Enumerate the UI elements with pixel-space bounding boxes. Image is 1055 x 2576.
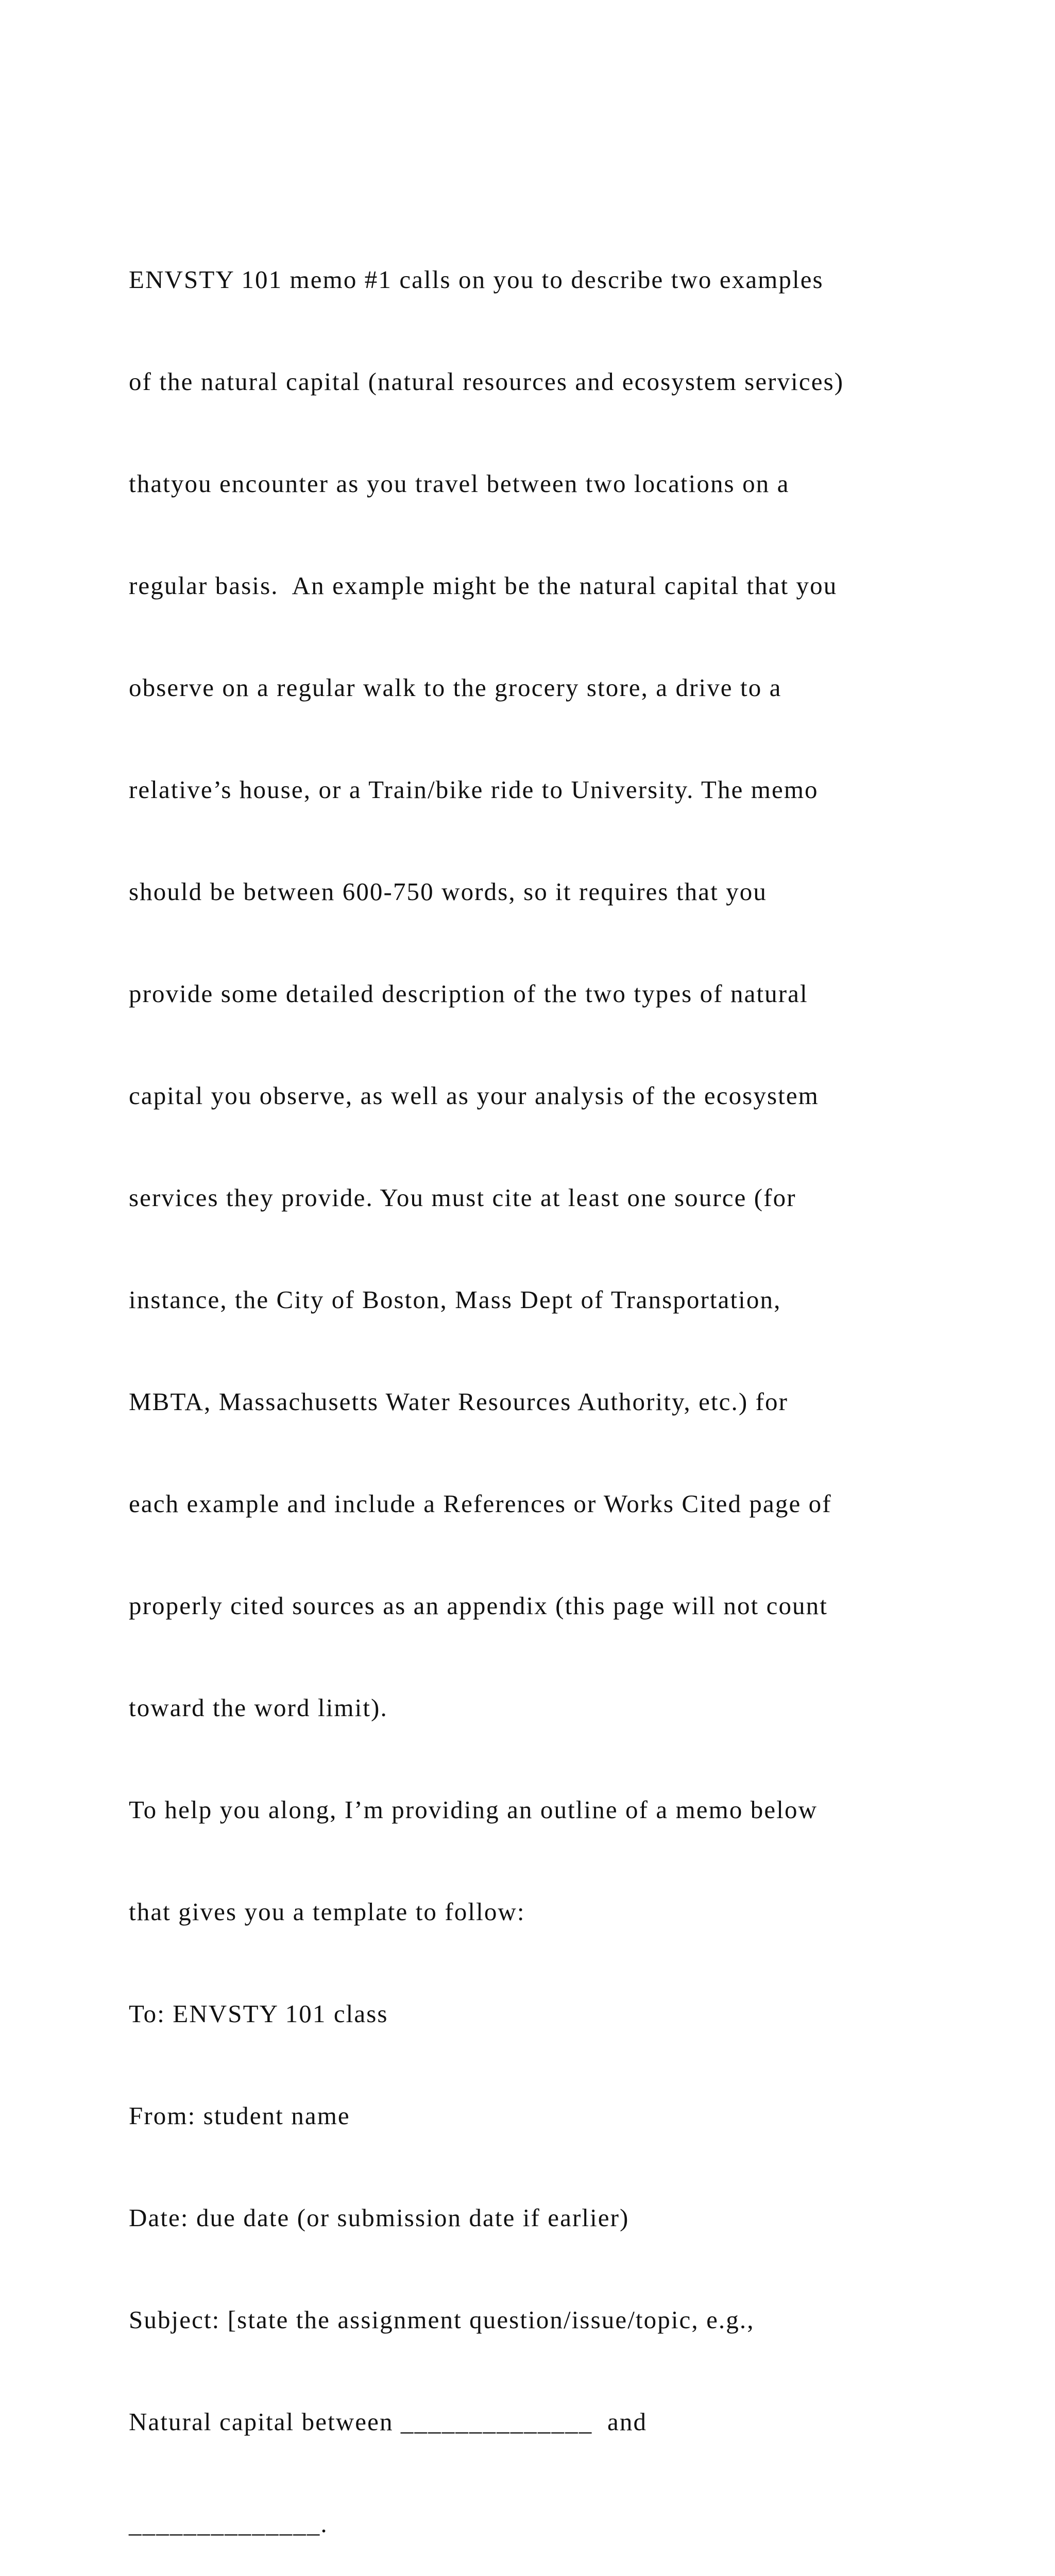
text-line: of the natural capital (natural resources and ecosystem services) <box>129 367 844 396</box>
text-line: observe on a regular walk to the grocery store, a drive to a <box>129 673 782 702</box>
memo-subject-line: Subject: [state the assignment question/issue/topic, e.g., <box>129 2306 755 2334</box>
text-line: properly cited sources as an appendix (this page will not count <box>129 1591 828 1620</box>
text-line: To help you along, I’m providing an outline of a memo below <box>129 1795 818 1824</box>
memo-date-line: Date: due date (or submission date if earlier) <box>129 2204 629 2232</box>
text-line: thatyou encounter as you travel between two locations on a <box>129 469 790 498</box>
text-line: regular basis. An example might be the natural capital that you <box>129 571 838 600</box>
text-line: capital you observe, as well as your analysis of the ecosystem <box>129 1081 819 1110</box>
text-line: instance, the City of Boston, Mass Dept of Transportation, <box>129 1285 781 1314</box>
text-line: services they provide. You must cite at least one source (for <box>129 1183 796 1212</box>
text-line: Natural capital between ______________ and <box>129 2408 648 2436</box>
text-line: ENVSTY 101 memo #1 calls on you to describe two examples <box>129 265 824 294</box>
text-line: should be between 600-750 words, so it requires that you <box>129 877 767 906</box>
memo-assignment-text <box>129 195 974 2576</box>
text-line: provide some detailed description of the two types of natural <box>129 979 808 1008</box>
memo-to-line: To: ENVSTY 101 class <box>129 1999 388 2028</box>
text-line: each example and include a References or Works Cited page of <box>129 1489 832 1518</box>
memo-from-line: From: student name <box>129 2102 350 2130</box>
text-line: ______________. <box>129 2510 328 2538</box>
text-line: MBTA, Massachusetts Water Resources Authority, etc.) for <box>129 1387 789 1416</box>
text-line: toward the word limit). <box>129 1693 388 1722</box>
text-line: that gives you a template to follow: <box>129 1897 525 1926</box>
text-line: relative’s house, or a Train/bike ride to University. The memo <box>129 775 819 804</box>
